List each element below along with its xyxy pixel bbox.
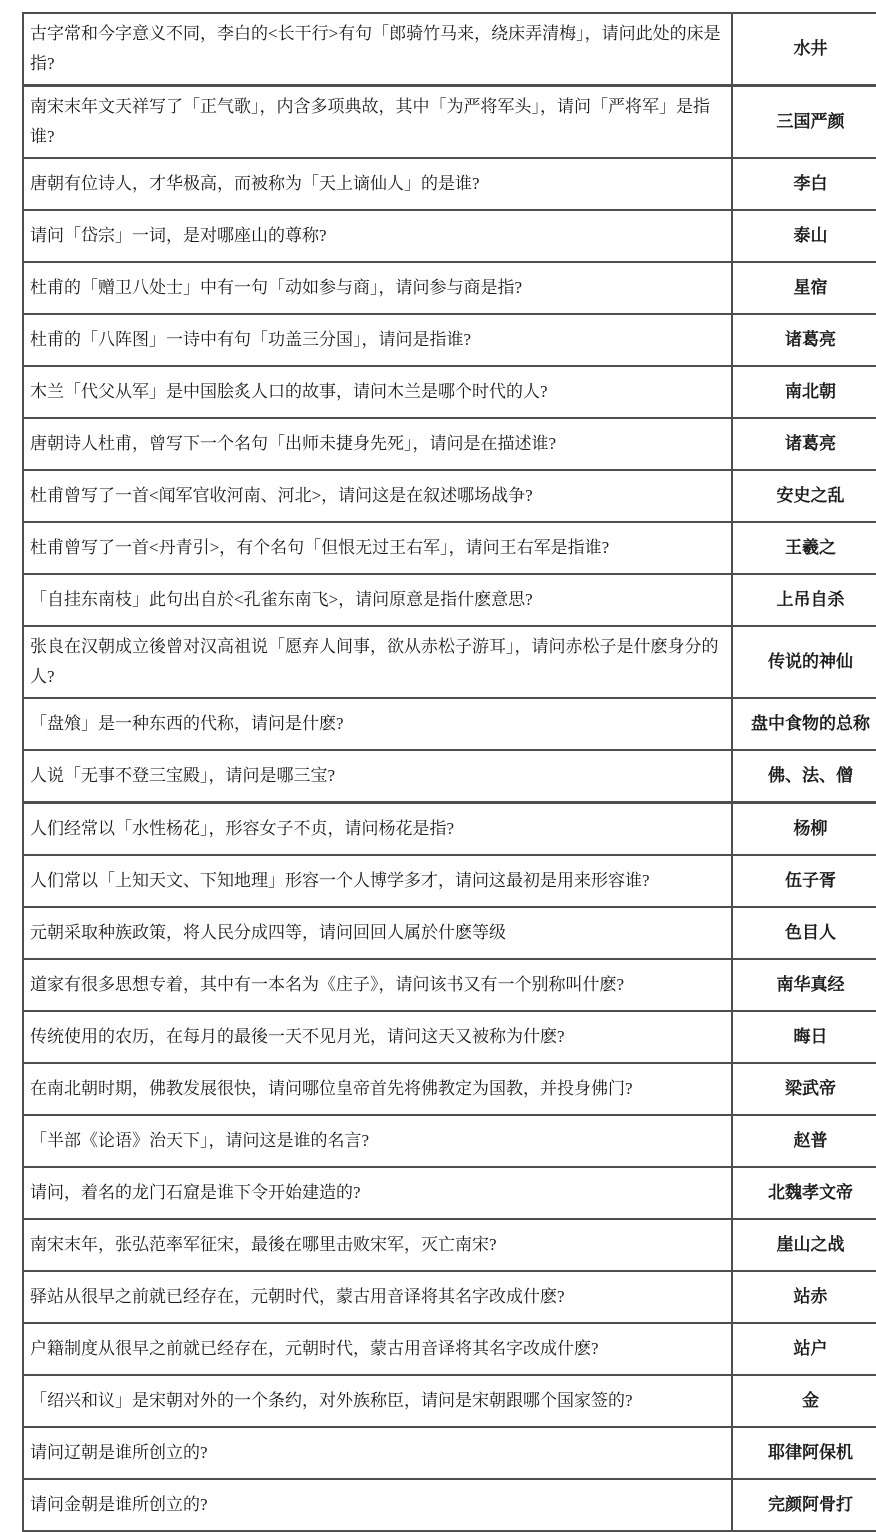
question-cell: 传统使用的农历，在每月的最後一天不见月光，请问这天又被称为什麽? bbox=[23, 1011, 732, 1063]
table-row bbox=[23, 1011, 876, 1063]
question-cell: 户籍制度从很早之前就已经存在，元朝时代，蒙古用音译将其名字改成什麽? bbox=[23, 1323, 732, 1375]
question-cell: 人们常以「上知天文、下知地理」形容一个人博学多才，请问这最初是用来形容谁? bbox=[23, 855, 732, 907]
answer-cell: 诸葛亮 bbox=[732, 314, 876, 366]
answer-cell: 站户 bbox=[732, 1323, 876, 1375]
question-cell: 人们经常以「水性杨花」，形容女子不贞，请问杨花是指? bbox=[23, 803, 732, 856]
answer-cell: 赵普 bbox=[732, 1115, 876, 1167]
answer-cell: 杨柳 bbox=[732, 803, 876, 856]
question-cell: 杜甫曾写了一首<闻军官收河南、河北>，请问这是在叙述哪场战争? bbox=[23, 470, 732, 522]
question-cell: 请问辽朝是谁所创立的? bbox=[23, 1427, 732, 1479]
table-row bbox=[23, 750, 876, 803]
answer-cell: 佛、法、僧 bbox=[732, 750, 876, 803]
answer-cell: 晦日 bbox=[732, 1011, 876, 1063]
document-page bbox=[22, 12, 870, 1532]
question-cell: 「绍兴和议」是宋朝对外的一个条约，对外族称臣，请问是宋朝跟哪个国家签的? bbox=[23, 1375, 732, 1427]
answer-cell: 王羲之 bbox=[732, 522, 876, 574]
question-cell: 南宋末年，张弘范率军征宋，最後在哪里击败宋军，灭亡南宋? bbox=[23, 1219, 732, 1271]
answer-cell: 盘中食物的总称 bbox=[732, 698, 876, 750]
question-cell: 请问金朝是谁所创立的? bbox=[23, 1479, 732, 1531]
question-cell: 杜甫的「赠卫八处士」中有一句「动如参与商」，请问参与商是指? bbox=[23, 262, 732, 314]
question-cell: 张良在汉朝成立後曾对汉高祖说「愿弃人间事，欲从赤松子游耳」，请问赤松子是什麽身分的人? bbox=[23, 626, 732, 698]
table-row bbox=[23, 522, 876, 574]
question-cell: 请问「岱宗」一词，是对哪座山的尊称? bbox=[23, 210, 732, 262]
question-cell: 杜甫的「八阵图」一诗中有句「功盖三分国」，请问是指谁? bbox=[23, 314, 732, 366]
answer-cell: 站赤 bbox=[732, 1271, 876, 1323]
answer-cell: 色目人 bbox=[732, 907, 876, 959]
table-row bbox=[23, 418, 876, 470]
table-row bbox=[23, 262, 876, 314]
table-row bbox=[23, 626, 876, 698]
answer-cell: 南华真经 bbox=[732, 959, 876, 1011]
answer-cell: 安史之乱 bbox=[732, 470, 876, 522]
question-cell: 「盘飧」是一种东西的代称，请问是什麽? bbox=[23, 698, 732, 750]
answer-cell: 南北朝 bbox=[732, 366, 876, 418]
answer-cell: 耶律阿保机 bbox=[732, 1427, 876, 1479]
question-cell: 人说「无事不登三宝殿」，请问是哪三宝? bbox=[23, 750, 732, 803]
table-row bbox=[23, 1115, 876, 1167]
question-cell: 「半部《论语》治天下」，请问这是谁的名言? bbox=[23, 1115, 732, 1167]
question-cell: 古字常和今字意义不同，李白的<长干行>有句「郎骑竹马来，绕床弄清梅」，请问此处的床是指? bbox=[23, 13, 732, 86]
table-row bbox=[23, 314, 876, 366]
table-row bbox=[23, 907, 876, 959]
table-row bbox=[23, 698, 876, 750]
answer-cell: 完颜阿骨打 bbox=[732, 1479, 876, 1531]
question-cell: 木兰「代父从军」是中国脍炙人口的故事，请问木兰是哪个时代的人? bbox=[23, 366, 732, 418]
table-row bbox=[23, 210, 876, 262]
table-row bbox=[23, 366, 876, 418]
question-cell: 杜甫曾写了一首<丹青引>，有个名句「但恨无过王右军」，请问王右军是指谁? bbox=[23, 522, 732, 574]
answer-cell: 水井 bbox=[732, 13, 876, 86]
answer-cell: 伍子胥 bbox=[732, 855, 876, 907]
answer-cell: 李白 bbox=[732, 158, 876, 210]
answer-cell: 传说的神仙 bbox=[732, 626, 876, 698]
table-row bbox=[23, 13, 876, 86]
table-row bbox=[23, 86, 876, 159]
table-row bbox=[23, 1271, 876, 1323]
table-row bbox=[23, 1375, 876, 1427]
question-cell: 在南北朝时期，佛教发展很快，请问哪位皇帝首先将佛教定为国教，并投身佛门? bbox=[23, 1063, 732, 1115]
question-cell: 「自挂东南枝」此句出自於<孔雀东南飞>，请问原意是指什麽意思? bbox=[23, 574, 732, 626]
answer-cell: 崖山之战 bbox=[732, 1219, 876, 1271]
question-cell: 道家有很多思想专着，其中有一本名为《庄子》，请问该书又有一个别称叫什麽? bbox=[23, 959, 732, 1011]
table-row bbox=[23, 959, 876, 1011]
question-cell: 驿站从很早之前就已经存在，元朝时代，蒙古用音译将其名字改成什麽? bbox=[23, 1271, 732, 1323]
table-row bbox=[23, 1063, 876, 1115]
question-cell: 南宋末年文天祥写了「正气歌」，内含多项典故，其中「为严将军头」，请问「严将军」是指谁? bbox=[23, 86, 732, 159]
table-row bbox=[23, 1323, 876, 1375]
table-row bbox=[23, 855, 876, 907]
answer-cell: 上吊自杀 bbox=[732, 574, 876, 626]
table-row bbox=[23, 158, 876, 210]
question-cell: 唐朝有位诗人，才华极高，而被称为「天上谪仙人」的是谁? bbox=[23, 158, 732, 210]
answer-cell: 金 bbox=[732, 1375, 876, 1427]
question-cell: 元朝采取种族政策，将人民分成四等，请问回回人属於什麽等级 bbox=[23, 907, 732, 959]
table-row bbox=[23, 1427, 876, 1479]
qa-table bbox=[22, 12, 876, 1532]
table-row bbox=[23, 1479, 876, 1531]
table-row bbox=[23, 574, 876, 626]
answer-cell: 诸葛亮 bbox=[732, 418, 876, 470]
table-row bbox=[23, 470, 876, 522]
table-row bbox=[23, 1167, 876, 1219]
qa-table-body bbox=[23, 13, 876, 1531]
answer-cell: 泰山 bbox=[732, 210, 876, 262]
answer-cell: 梁武帝 bbox=[732, 1063, 876, 1115]
question-cell: 请问，着名的龙门石窟是谁下令开始建造的? bbox=[23, 1167, 732, 1219]
table-row bbox=[23, 1219, 876, 1271]
answer-cell: 星宿 bbox=[732, 262, 876, 314]
answer-cell: 北魏孝文帝 bbox=[732, 1167, 876, 1219]
table-row bbox=[23, 803, 876, 856]
question-cell: 唐朝诗人杜甫，曾写下一个名句「出师未捷身先死」，请问是在描述谁? bbox=[23, 418, 732, 470]
answer-cell: 三国严颜 bbox=[732, 86, 876, 159]
